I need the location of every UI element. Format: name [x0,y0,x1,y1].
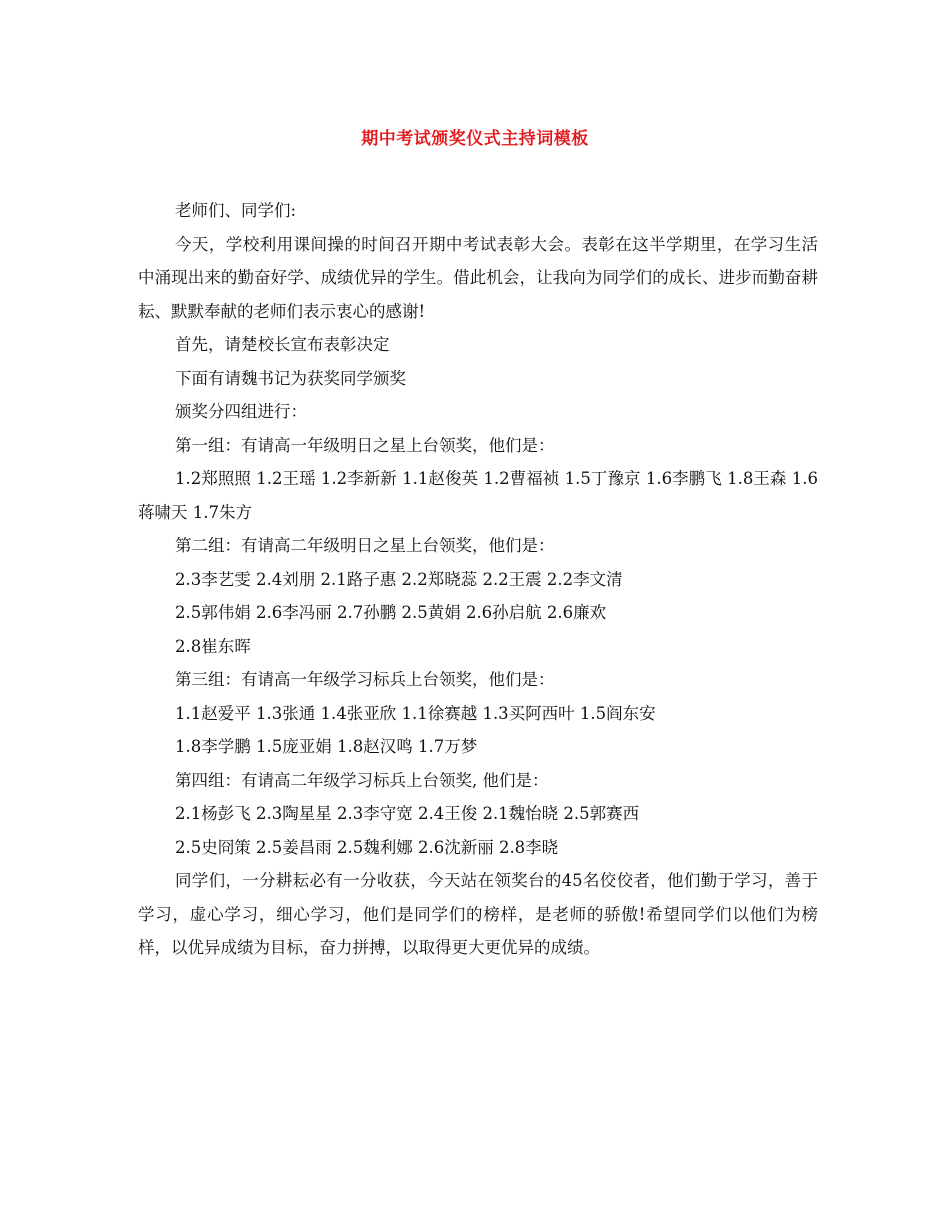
group3-names-line: 1.1赵爱平 1.3张通 1.4张亚欣 1.1徐赛越 1.3买阿西叶 1.5阎东安 [175,703,656,723]
group2-heading: 第二组：有请高二年级明日之星上台领奖，他们是： [175,536,555,555]
document-title: 期中考试颁奖仪式主持词模板 [361,129,589,149]
group3-names-line: 1.8李学鹏 1.5庞亚娟 1.8赵汉鸣 1.7万梦 [175,737,478,756]
group4-names-line: 2.5史冏策 2.5姜昌雨 2.5魏利娜 2.6沈新丽 2.8李晓 [175,837,559,857]
group4-names-line: 2.1杨彭飞 2.3陶星星 2.3李守宽 2.4王俊 2.1魏怡晓 2.5郭赛西 [175,804,640,823]
closing-paragraph: 同学们，一分耕耘必有一分收获，今天站在领奖台的45名佼佼者，他们勤于学习，善于学习，虚心学习，细心学习，他们是同学们的榜样，是老师的骄傲!希望同学们以他们为榜样，以优异成绩为目标，奋力拼搏，以取得更大更优异的成绩。 [138,871,818,957]
group1-names: 1.2郑照照 1.2王瑶 1.2李新新 1.1赵俊英 1.2曹福祯 1.5丁豫京 1.6李鹏飞 1.8王森 1.6蒋啸天 1.7朱方 [138,469,818,522]
group1-heading: 第一组：有请高一年级明日之星上台领奖，他们是： [175,435,555,455]
announcement-secretary: 下面有请魏书记为获奖同学颁奖 [175,368,406,388]
greeting: 老师们、同学们: [175,201,297,220]
group2-names-line: 2.8崔东晖 [175,636,251,656]
group4-heading: 第四组：有请高二年级学习标兵上台领奖, 他们是： [175,770,549,790]
document-body [138,194,818,965]
group2-names-line: 2.5郭伟娟 2.6李冯丽 2.7孙鹏 2.5黄娟 2.6孙启航 2.6廉欢 [175,603,607,622]
intro-paragraph: 今天，学校利用课间操的时间召开期中考试表彰大会。表彰在这半学期里，在学习生活中涌现出来的勤奋好学、成绩优异的学生。借此机会，让我向为同学们的成长、进步而勤奋耕耘、默默奉献的老师们表示衷心的感谢! [138,234,818,321]
announcement-groups: 颁奖分四组进行： [175,402,307,421]
announcement-principal: 首先，请楚校长宣布表彰决定 [175,335,390,354]
group2-names-line: 2.3李艺雯 2.4刘朋 2.1路子惠 2.2郑晓蕊 2.2王震 2.2李文清 [175,569,623,589]
group3-heading: 第三组：有请高一年级学习标兵上台领奖，他们是： [175,670,555,689]
